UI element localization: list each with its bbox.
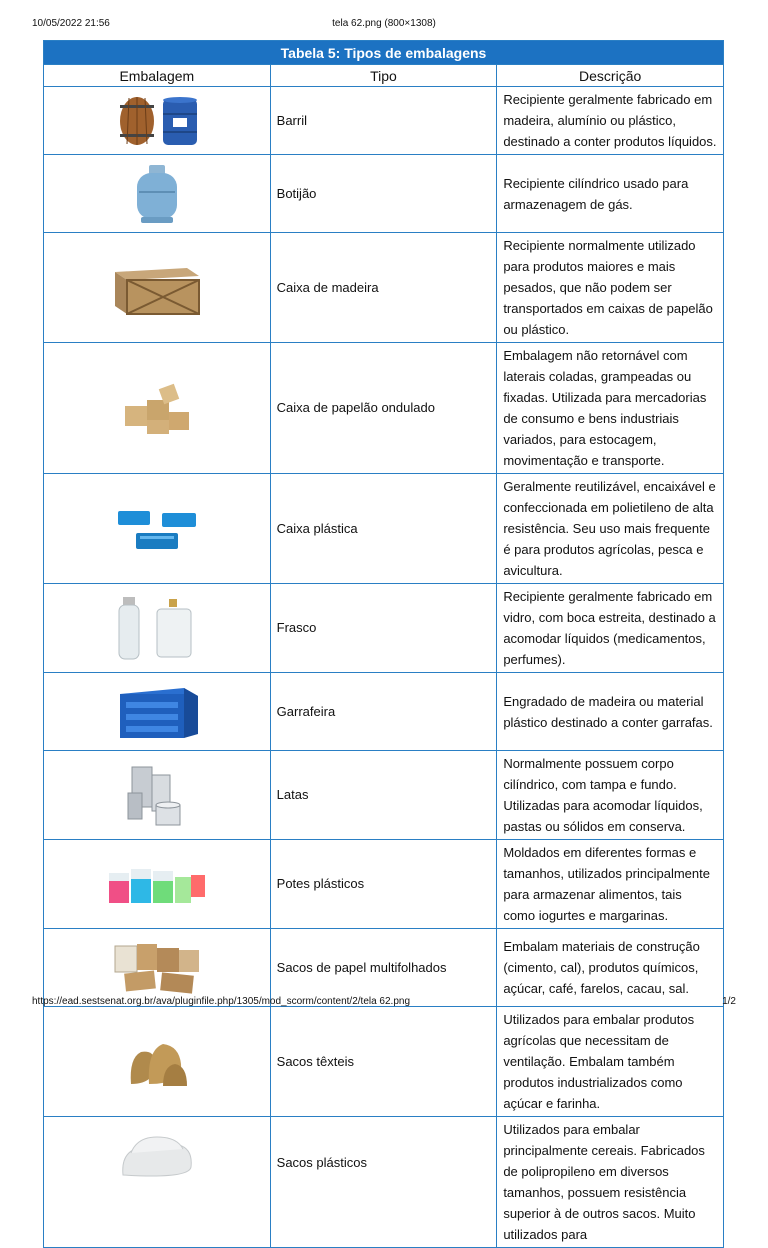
image-cell <box>44 155 271 233</box>
image-cell <box>44 343 271 474</box>
description-cell: Recipiente geralmente fabricado em vidro, com boca estreita, destinado a acomodar líquidos (medicamentos, perfumes). <box>497 584 724 673</box>
image-cell <box>44 87 271 155</box>
image-cell <box>44 584 271 673</box>
description-cell: Utilizados para embalar principalmente cereais. Fabricados de polipropileno em diversos tamanhos, possuem resistência superior à de outros sacos. Muito utilizados para <box>497 1117 724 1248</box>
print-url: https://ead.sestsenat.org.br/ava/pluginfile.php/1305/mod_scorm/content/2/tela 62.png <box>32 996 411 1007</box>
tipo-cell: Caixa plástica <box>270 474 497 584</box>
gas-cylinder-icon <box>127 163 187 225</box>
description-cell: Normalmente possuem corpo cilíndrico, com tampa e fundo. Utilizadas para acomodar líquidos, pastas ou sólidos em conserva. <box>497 751 724 840</box>
print-footer <box>0 994 768 1024</box>
table-title-row <box>44 41 724 65</box>
description-cell: Utilizados para embalar produtos agrícolas que necessitam de ventilação. Embalam também produtos industrializados como açúcar e farinha. <box>497 1007 724 1117</box>
description-cell: Recipiente normalmente utilizado para produtos maiores e mais pesados, que não podem ser transportados em caixas de papelão ou plástico. <box>497 233 724 343</box>
tipo-cell: Potes plásticos <box>270 840 497 929</box>
tipo-cell: Barril <box>270 87 497 155</box>
table-title: Tabela 5: Tipos de embalagens <box>44 41 724 65</box>
description-cell: Embalam materiais de construção (cimento, cal), produtos químicos, açúcar, café, farelos, cacau, sal. <box>497 929 724 1007</box>
tipo-cell: Latas <box>270 751 497 840</box>
table-row <box>44 474 724 584</box>
image-cell <box>44 474 271 584</box>
table-row <box>44 673 724 751</box>
description-cell: Embalagem não retornável com laterais coladas, grampeadas ou fixadas. Utilizada para mercadorias de consumo e bens industriais variados, para estocagem, movimentação e transporte. <box>497 343 724 474</box>
tipo-cell: Botijão <box>270 155 497 233</box>
header-embalagem: Embalagem <box>44 65 271 87</box>
image-cell <box>44 751 271 840</box>
image-cell <box>44 1117 271 1248</box>
tipo-cell: Sacos plásticos <box>270 1117 497 1248</box>
description-cell: Recipiente cilíndrico usado para armazenagem de gás. <box>497 155 724 233</box>
table-row <box>44 751 724 840</box>
plastic-sacks-icon <box>117 1131 197 1181</box>
table-header-row <box>44 65 724 87</box>
table-row <box>44 87 724 155</box>
table-row <box>44 155 724 233</box>
print-page-number: 1/2 <box>722 996 736 1007</box>
glass-bottles-icon <box>107 595 207 661</box>
table-row <box>44 233 724 343</box>
table-row <box>44 1117 724 1248</box>
bottle-crate-icon <box>112 682 202 742</box>
table-row <box>44 343 724 474</box>
print-header <box>0 0 768 40</box>
table-row <box>44 584 724 673</box>
tipo-cell: Garrafeira <box>270 673 497 751</box>
textile-sacks-icon <box>123 1036 191 1088</box>
tin-cans-icon <box>122 763 192 827</box>
plastic-pots-icon <box>105 859 209 909</box>
cardboard-boxes-icon <box>117 380 197 436</box>
description-cell: Recipiente geralmente fabricado em madeira, alumínio ou plástico, destinado a conter produtos líquidos. <box>497 87 724 155</box>
header-tipo: Tipo <box>270 65 497 87</box>
tipo-cell: Caixa de papelão ondulado <box>270 343 497 474</box>
image-cell <box>44 673 271 751</box>
tipo-cell: Frasco <box>270 584 497 673</box>
tipo-cell: Caixa de madeira <box>270 233 497 343</box>
tipo-cell: Sacos têxteis <box>270 1007 497 1117</box>
description-cell: Engradado de madeira ou material plástico destinado a conter garrafas. <box>497 673 724 751</box>
plastic-crates-icon <box>112 503 202 555</box>
image-cell <box>44 840 271 929</box>
wooden-crate-icon <box>109 258 205 318</box>
packaging-table <box>43 40 724 1248</box>
tipo-cell: Sacos de papel multifolhados <box>270 929 497 1007</box>
table-row <box>44 840 724 929</box>
print-datetime: 10/05/2022 21:56 <box>32 18 110 29</box>
print-page-title: tela 62.png (800×1308) <box>332 18 436 29</box>
header-descricao: Descrição <box>497 65 724 87</box>
description-cell: Moldados em diferentes formas e tamanhos, utilizados principalmente para armazenar alimentos, tais como iogurtes e margarinas. <box>497 840 724 929</box>
barrel-icon <box>107 93 207 149</box>
image-cell <box>44 233 271 343</box>
paper-sacks-icon <box>111 940 203 996</box>
description-cell: Geralmente reutilizável, encaixável e confeccionada em polietileno de alta resistência. Seu uso mais frequente é para produtos agrícolas, pesca e avicultura. <box>497 474 724 584</box>
